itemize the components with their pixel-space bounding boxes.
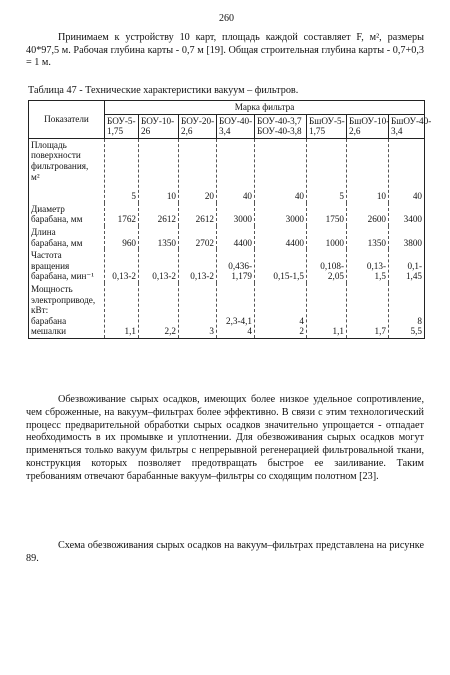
- cell: 3000: [255, 203, 307, 226]
- table-row: [29, 249, 425, 283]
- cell: 0,13-2: [179, 249, 217, 283]
- filters-table: [28, 100, 432, 339]
- row-label: Частота вращения барабана, мин⁻¹: [29, 249, 105, 283]
- row-label: Длина барабана, мм: [29, 226, 105, 249]
- body-paragraph-scheme: Схема обезвоживания сырых осадков на вакуум–фильтрах представлена на рисунке 89.: [26, 540, 424, 564]
- cell: 2612: [139, 203, 179, 226]
- cell: 3400: [389, 203, 425, 226]
- cell: 0,15-1,5: [255, 249, 307, 283]
- cell: 40: [255, 138, 307, 203]
- page-number: 260: [219, 13, 234, 24]
- cell: 0,108- 2,05: [307, 249, 347, 283]
- cell: 2702: [179, 226, 217, 249]
- brand-header: БшОУ-40-3,4: [389, 114, 425, 138]
- cell: 10: [139, 138, 179, 203]
- cell: 40: [389, 138, 425, 203]
- cell: 0,13- 1,5: [347, 249, 389, 283]
- cell: 4400: [255, 226, 307, 249]
- cell: 960: [105, 226, 139, 249]
- brand-header: БшОУ-5-1,75: [307, 114, 347, 138]
- cell: 1,1: [105, 283, 139, 338]
- cell: 1750: [307, 203, 347, 226]
- body-paragraph-dewatering: Обезвоживание сырых осадков, имеющих более низкое удельное сопротивление, чем сброженные, на вакуум–фильтрах более эффективно. В связи с этим технологический процесс предварительной обработки сырых осадков значительно упрощается - отпадает необходимость в их промывке и уплотнении. Для обезвоживания сырых осадков могут применяться только вакуум фильтры с непрерывной регенерацией фильтровальной ткани, конструкция которых позволяет предотвращать быстрое ее заиливание. Таким требованиям отвечают барабанные вакуум–фильтры со сходящим полотном [23].: [26, 394, 424, 482]
- header-indicator: Показатели: [29, 101, 105, 139]
- cell: 3000: [217, 203, 255, 226]
- brand-header: БОУ-5-1,75: [105, 114, 139, 138]
- cell: 2612: [179, 203, 217, 226]
- intro-paragraph: Принимаем к устройству 10 карт, площадь каждой составляет F, м², размеры 40*97,5 м. Рабочая глубина карты - 0,7 м [19]. Общая строительная глубина карты - 0,7+0,3 = 1 м.: [26, 32, 424, 68]
- cell: 2,3-4,1 4: [217, 283, 255, 338]
- cell: 8 5,5: [389, 283, 425, 338]
- cell: 20: [179, 138, 217, 203]
- row-label: Площадь поверхности фильтрования, м²: [29, 138, 105, 203]
- cell: 0,436- 1,179: [217, 249, 255, 283]
- cell: 1000: [307, 226, 347, 249]
- brand-header: БОУ-40-3,7 БОУ-40-3,8: [255, 114, 307, 138]
- cell: 4400: [217, 226, 255, 249]
- table-row: [29, 283, 425, 338]
- table-caption: Таблица 47 - Технические характеристики вакуум – фильтров.: [28, 85, 299, 96]
- cell: 5: [307, 138, 347, 203]
- row-label: Диаметр барабана, мм: [29, 203, 105, 226]
- cell: 2600: [347, 203, 389, 226]
- cell: 1,7: [347, 283, 389, 338]
- cell: 1350: [347, 226, 389, 249]
- table-row: [29, 138, 425, 203]
- brand-header: БОУ-20-2,6: [179, 114, 217, 138]
- cell: 4 2: [255, 283, 307, 338]
- brand-header: БОУ-10-26: [139, 114, 179, 138]
- table-row: [29, 203, 425, 226]
- table-row: [29, 226, 425, 249]
- cell: 0,13-2: [139, 249, 179, 283]
- cell: 0,1- 1,45: [389, 249, 425, 283]
- cell: 40: [217, 138, 255, 203]
- cell: 3800: [389, 226, 425, 249]
- header-brand: Марка фильтра: [105, 101, 425, 115]
- cell: 1,1: [307, 283, 347, 338]
- cell: 10: [347, 138, 389, 203]
- cell: 1350: [139, 226, 179, 249]
- brand-header: БОУ-40-3,4: [217, 114, 255, 138]
- brand-header: БшОУ-10-2,6: [347, 114, 389, 138]
- cell: 3: [179, 283, 217, 338]
- cell: 1762: [105, 203, 139, 226]
- row-label: Мощность электроприводе, кВт: барабана мешалки: [29, 283, 105, 338]
- cell: 0,13-2: [105, 249, 139, 283]
- cell: 2,2: [139, 283, 179, 338]
- cell: 5: [105, 138, 139, 203]
